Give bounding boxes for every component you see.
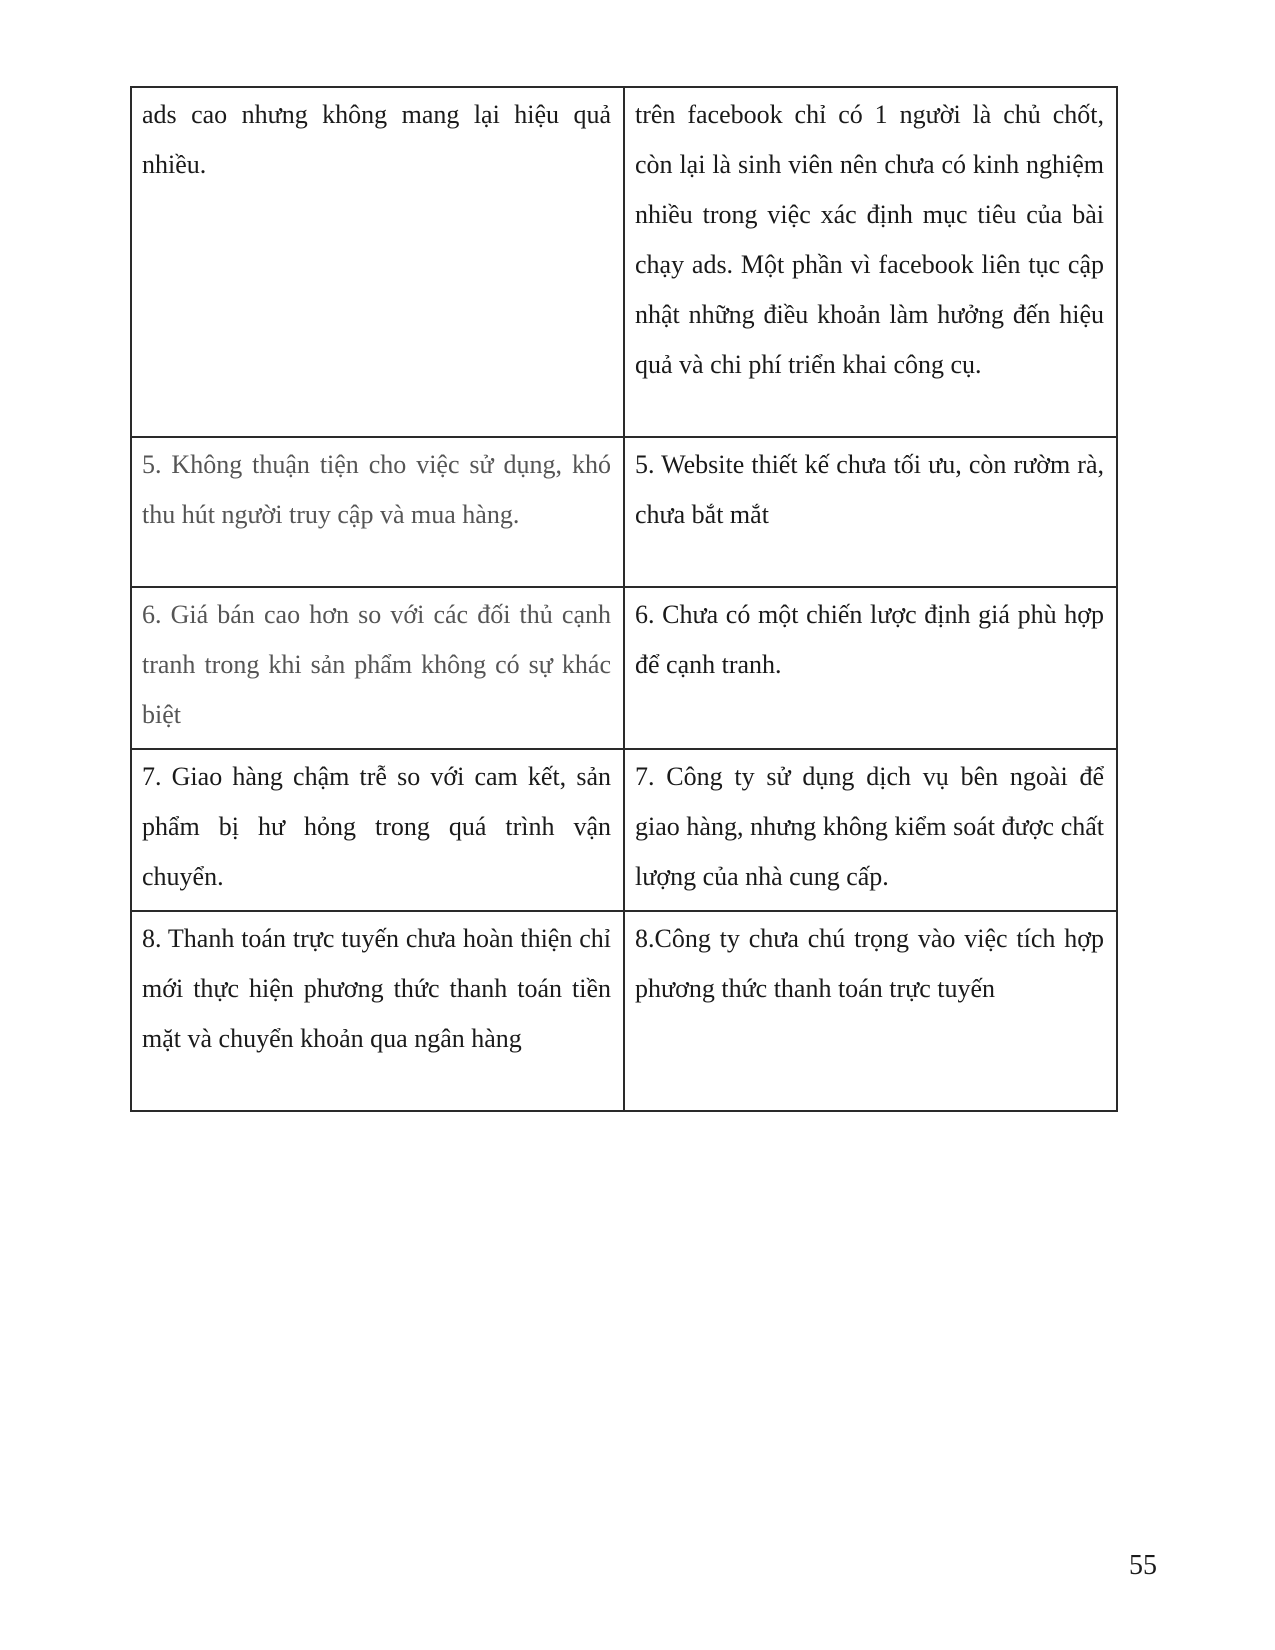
cause-cell: 8.Công ty chưa chú trọng vào việc tích hợp phương thức thanh toán trực tuyến [624,911,1117,1111]
table-row [131,437,1117,587]
cause-cell: 5. Website thiết kế chưa tối ưu, còn rườm rà, chưa bắt mắt [624,437,1117,587]
cause-cell: trên facebook chỉ có 1 người là chủ chốt, còn lại là sinh viên nên chưa có kinh nghiệm nhiều trong việc xác định mục tiêu của bài chạy ads. Một phần vì facebook liên tục cập nhật những điều khoản làm hưởng đến hiệu quả và chi phí triển khai công cụ. [624,87,1117,437]
issue-cell: 6. Giá bán cao hơn so với các đối thủ cạnh tranh trong khi sản phẩm không có sự khác biệt [131,587,624,749]
cause-cell: 6. Chưa có một chiến lược định giá phù hợp để cạnh tranh. [624,587,1117,749]
table-row [131,87,1117,437]
table-row [131,911,1117,1111]
issue-cell: 8. Thanh toán trực tuyến chưa hoàn thiện chỉ mới thực hiện phương thức thanh toán tiền mặt và chuyển khoản qua ngân hàng [131,911,624,1111]
table-row [131,587,1117,749]
cause-cell: 7. Công ty sử dụng dịch vụ bên ngoài để giao hàng, nhưng không kiểm soát được chất lượng của nhà cung cấp. [624,749,1117,911]
issue-cell: 7. Giao hàng chậm trễ so với cam kết, sản phẩm bị hư hỏng trong quá trình vận chuyển. [131,749,624,911]
table-row [131,749,1117,911]
page-number: 55 [1129,1550,1157,1581]
issue-cell: 5. Không thuận tiện cho việc sử dụng, khó thu hút người truy cập và mua hàng. [131,437,624,587]
issues-causes-table [130,86,1118,1112]
issue-cell: ads cao nhưng không mang lại hiệu quả nhiều. [131,87,624,437]
